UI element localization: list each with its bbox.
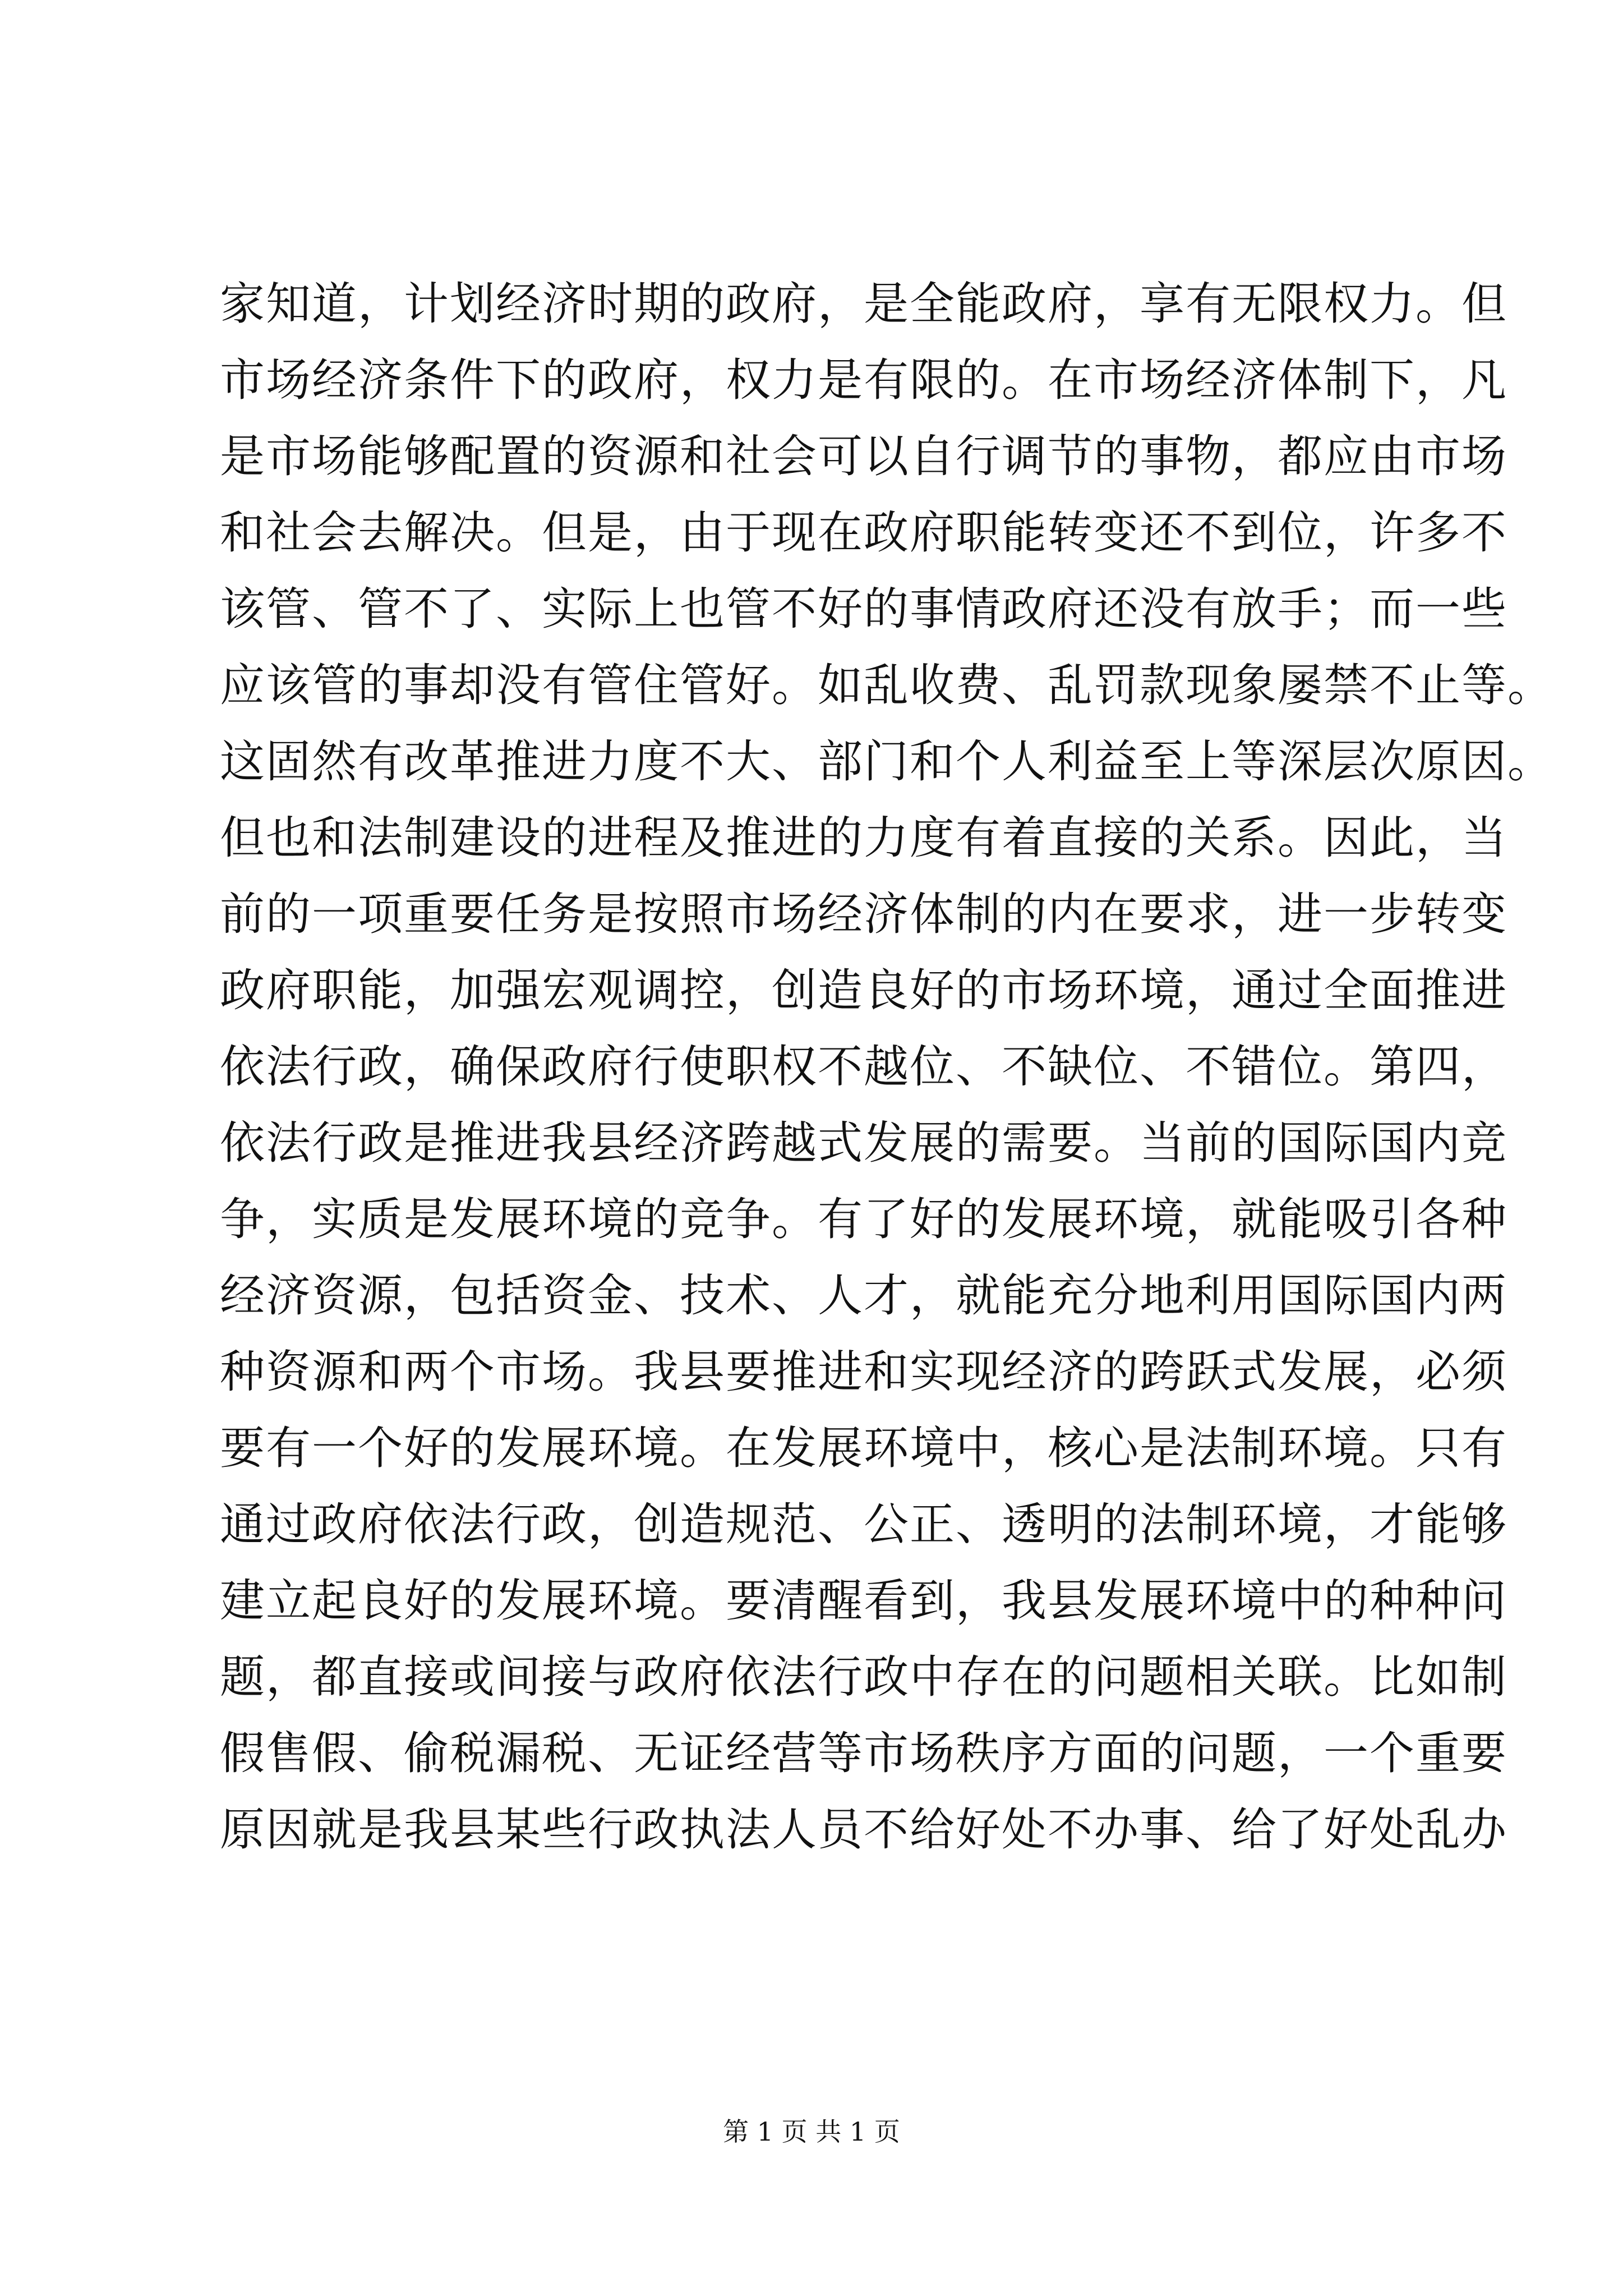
text-line: 是市场能够配置的资源和社会可以自行调节的事物，都应由市场 (220, 430, 1507, 482)
text-line: 通过政府依法行政，创造规范、公正、透明的法制环境，才能够 (220, 1498, 1507, 1550)
body-text (220, 266, 1553, 1868)
text-line: 但也和法制建设的进程及推进的力度有着直接的关系。因此，当 (220, 812, 1507, 864)
text-line: 政府职能，加强宏观调控，创造良好的市场环境，通过全面推进 (220, 964, 1507, 1016)
text-line: 要有一个好的发展环境。在发展环境中，核心是法制环境。只有 (220, 1422, 1507, 1474)
text-line: 经济资源，包括资金、技术、人才，就能充分地利用国际国内两 (220, 1269, 1507, 1322)
text-line: 依法行政，确保政府行使职权不越位、不缺位、不错位。第四， (220, 1041, 1507, 1093)
text-line: 该管、管不了、实际上也管不好的事情政府还没有放手；而一些 (220, 583, 1507, 635)
text-line: 这固然有改革推进力度不大、部门和个人利益至上等深层次原因。 (220, 735, 1553, 788)
page-number: 第 1 页 共 1 页 (723, 2116, 900, 2147)
text-line: 和社会去解决。但是，由于现在政府职能转变还不到位，许多不 (220, 507, 1507, 559)
text-line: 争，实质是发展环境的竞争。有了好的发展环境，就能吸引各种 (220, 1193, 1507, 1245)
text-line: 种资源和两个市场。我县要推进和实现经济的跨跃式发展，必须 (220, 1346, 1507, 1398)
text-line: 前的一项重要任务是按照市场经济体制的内在要求，进一步转变 (220, 888, 1507, 940)
text-line: 家知道，计划经济时期的政府，是全能政府，享有无限权力。但 (220, 278, 1507, 330)
text-line: 原因就是我县某些行政执法人员不给好处不办事、给了好处乱办 (220, 1803, 1507, 1856)
text-line: 应该管的事却没有管住管好。如乱收费、乱罚款现象屡禁不止等。 (220, 659, 1553, 711)
text-line: 市场经济条件下的政府，权力是有限的。在市场经济体制下，凡 (220, 354, 1507, 406)
text-line: 建立起良好的发展环境。要清醒看到，我县发展环境中的种种问 (220, 1575, 1507, 1627)
text-line: 依法行政是推进我县经济跨越式发展的需要。当前的国际国内竞 (220, 1117, 1507, 1169)
page-footer (0, 2115, 1623, 2148)
text-line: 假售假、偷税漏税、无证经营等市场秩序方面的问题，一个重要 (220, 1727, 1507, 1779)
text-line: 题，都直接或间接与政府依法行政中存在的问题相关联。比如制 (220, 1651, 1507, 1703)
